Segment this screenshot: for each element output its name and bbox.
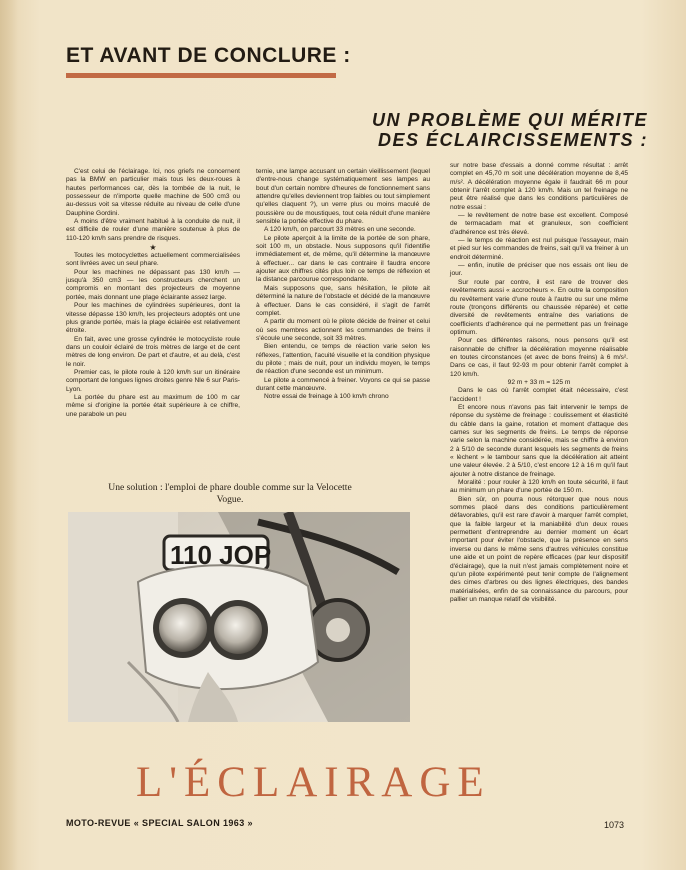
equation: 92 m + 33 m = 125 m xyxy=(507,378,571,386)
paragraph: Pour les machines de cylindrées supérieures, dont la vitesse dépasse 130 km/h, les projecteurs adoptés ont une plus grande portée, mais la plage éclairée est relativement étroite. xyxy=(66,302,240,335)
paragraph: Pour ces différentes raisons, nous pensons qu'il est raisonnable de chiffrer la décélération moyenne réalisable en toutes circonstances (et avec de bons freins) à 6 m/s². Dans ce cas, il faut 92-93 m pour obtenir l'arrêt complet à 120 km/h. xyxy=(450,337,628,378)
paragraph: Premier cas, le pilote roule à 120 km/h sur un itinéraire comportant de longues lignes droites genre Nle 6 sur Paris-Lyon. xyxy=(66,368,240,393)
paragraph: sur notre base d'essais a donné comme résultat : arrêt complet en 45,70 m soit une décélération moyenne de 8,45 m/s². A décélération moyenne égale il faudrait 66 m pour obtenir l'arrêt complet à 120 km/h. Mais un tel freinage ne peut être réalisé que dans les conditions particulières de notre essai : xyxy=(450,162,628,211)
text-column-3 xyxy=(450,162,628,604)
article-title: L'ÉCLAIRAGE xyxy=(136,759,491,806)
paragraph: Sur route par contre, il est rare de trouver des revêtements aussi « accrocheurs ». En outre la composition du revêtement varie d'une route à l'autre ou sur une même route (tronçons différents ou chaussée réparée) et cette diversité de revêtements entraîne des variations de coefficients d'adhérence qui ne permettent pas un freinage optimum. xyxy=(450,278,628,336)
photo-caption: Une solution : l'emploi de phare double comme sur la Velocette Vogue. xyxy=(108,482,352,505)
paragraph: — le temps de réaction est nul puisque l'essayeur, main et pied sur les commandes de freins, sait qu'il va freiner à un endroit déterminé. xyxy=(450,237,628,261)
paragraph: La portée du phare est au maximum de 100 m car même si d'origine la portée était supérieure à ce chiffre, une parabole un peu xyxy=(66,393,240,418)
paragraph: A moins d'être vraiment habitué à la conduite de nuit, il est difficile de rouler d'une manière soutenue à plus de 110-120 km/h sans prendre de risques. xyxy=(66,218,240,242)
license-plate-text: 110 JOP xyxy=(170,540,272,570)
paragraph: Moralité : pour rouler à 120 km/h en toute sécurité, il faut au minimum un phare d'une portée de 150 m. xyxy=(450,479,628,495)
paragraph: En fait, avec une grosse cylindrée le motocycliste roule dans un couloir éclairé de trois mètres de large et de cent mètres de long environ. De part et d'autre, et au delà, c'est le noir. xyxy=(66,335,240,368)
paragraph: — le revêtement de notre base est excellent. Composé de termacadam mat et granuleux, son coefficient d'adhérence est très élevé. xyxy=(450,212,628,236)
text-column-2 xyxy=(256,168,430,402)
paragraph: Le pilote aperçoit à la limite de la portée de son phare, soit 100 m, un obstacle. Nous supposons qu'il l'identifie immédiatement et, de même, qu'il détermine la manœuvre à effectuer... car dans le cas contraire il faudra encore ajouter aux chiffres cités plus loin ce temps de réflexion et la distance parcourue correspondante. xyxy=(256,234,430,284)
paragraph: Bien sûr, on pourra nous rétorquer que nous nous sommes placé dans des conditions particulièrement défavorables, qu'il est rare d'avoir à marquer l'arrêt complet, que la faible largeur et la maniabilité d'un deux roues permettent d'entreprendre au dernier moment un écart important pour éviter l'obstacle, que la présence en sens inverse ou dans le même sens d'autres véhicules constitue une aide et un point de repère efficaces (par leur dispositif d'éclairage), que la nuit n'est jamais complètement noire et qu'un pilote expérimenté peut tenir compte de l'alignement des cimes d'arbres ou des lignes électriques, des bandes matérialisées, enfin de sa connaissance du parcours, pour pallier un manque relatif de visibilité. xyxy=(450,495,628,603)
paragraph: A 120 km/h, on parcourt 33 mètres en une seconde. xyxy=(264,226,416,234)
star-separator: ★ xyxy=(149,243,157,253)
paragraph: Bien entendu, ce temps de réaction varie selon les réflexes, l'attention, l'acuité visuelle et la condition physique du pilote ; mais de nuit, pour un individu moyen, le temps de réaction d'une seconde est un minimum. xyxy=(256,343,430,376)
text-column-1 xyxy=(66,168,240,419)
paragraph: Dans le cas où l'arrêt complet était nécessaire, c'est l'accident ! xyxy=(450,387,628,403)
paragraph: Et encore nous n'avons pas fait intervenir le temps de réponse du système de freinage : coulissement et élasticité du câble dans la gaine, rotation et moment d'attaque des cames sur les segments de freins. Le temps de réponse varie selon la machine considérée, mais se chiffre à environ 2 à 5/10 de seconde durant lesquels les segments de freins « lèchent » le tambour sans que la décélération ait atteint une valeur élevée. 2 à 5/10, c'est encore 12 à 16 m qu'il faut ajouter à notre distance de freinage. xyxy=(450,403,628,478)
paragraph: Mais supposons que, sans hésitation, le pilote ait déterminé la nature de l'obstacle et décidé de la manœuvre à effectuer. Dans le cas considéré, il s'agit de l'arrêt complet. xyxy=(256,284,430,317)
paragraph: ternie, une lampe accusant un certain vieillissement (lequel d'entre-nous change systématiquement ses lampes au bout d'un certain nombre d'heures de fonctionnement sans attendre qu'elles deviennent trop faibles ou tout simplement qu'elles claquent ?), un verre plus ou moins maculé de poussière ou de moustiques, tout cela réduit d'une manière sensible la portée effective du phare. xyxy=(256,168,430,226)
paragraph: Notre essai de freinage à 100 km/h chrono xyxy=(264,393,389,401)
magazine-footer: MOTO-REVUE « SPECIAL SALON 1963 » xyxy=(66,818,253,828)
paragraph: Toutes les motocyclettes actuellement commercialisées sont livrées avec un seul phare. xyxy=(66,252,240,268)
headline-underline xyxy=(66,73,336,78)
paragraph: C'est celui de l'éclairage. Ici, nos griefs ne concernent pas la BMW en particulier mais tous les deux-roues à hautes performances car, dès la tombée de la nuit, le possesseur de n'importe quelle machine de 500 cm3 ou au-dessus voit sa vitesse réduite au niveau de celle d'une Dauphine Gordini. xyxy=(66,168,240,217)
article-subtitle-line-2: DES ÉCLAIRCISSEMENTS : xyxy=(377,130,648,150)
paragraph: A partir du moment où le pilote décide de freiner et celui où ses membres actionnent les commandes de freins il s'écoule une seconde, soit 33 mètres. xyxy=(256,318,430,342)
paragraph: — enfin, inutile de préciser que nos essais ont lieu de jour. xyxy=(450,262,628,278)
motorcycle-photo xyxy=(68,512,410,722)
paragraph: Le pilote a commencé à freiner. Voyons ce qui se passe durant cette manœuvre. xyxy=(256,376,430,392)
page-binding-shadow xyxy=(0,0,18,870)
license-plate-icon xyxy=(158,532,278,572)
paragraph: Pour les machines ne dépassant pas 130 km/h — jusqu'à 350 cm3 — les constructeurs cherchent un compromis en montant des projecteurs de moyenne portée, mais donnant une plage éclairante assez large. xyxy=(66,268,240,301)
article-subtitle-line-1: UN PROBLÈME QUI MÉRITE xyxy=(371,110,648,130)
page-number: 1073 xyxy=(604,820,625,830)
section-headline: ET AVANT DE CONCLURE : xyxy=(66,44,351,67)
